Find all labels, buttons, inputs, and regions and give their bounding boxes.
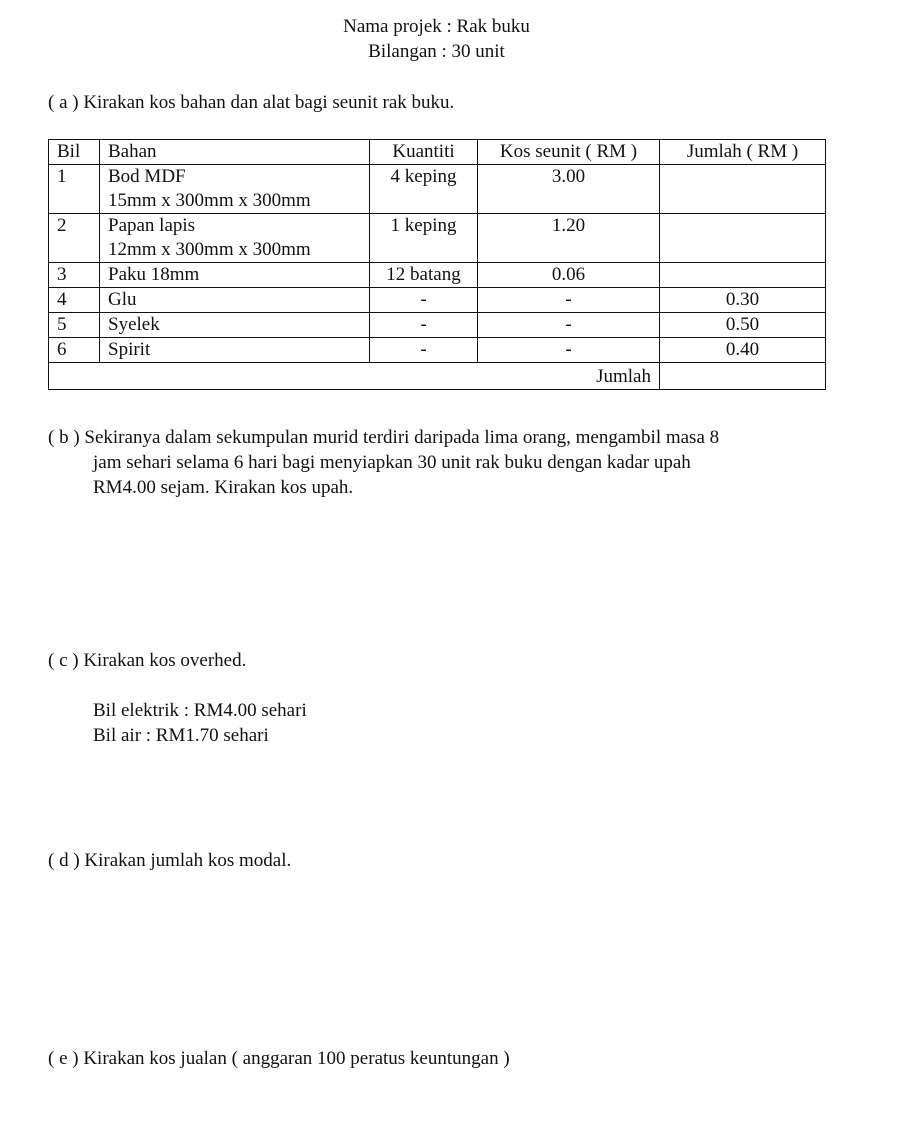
table-row [49,338,826,363]
cell-bil: 2 [49,214,100,263]
question-b [48,425,838,500]
question-b-line-1: ( b ) Sekiranya dalam sekumpulan murid terdiri daripada lima orang, mengambil masa 8 [48,427,720,448]
material-name: Bod MDF [108,166,186,187]
cell-bahan [100,165,370,214]
cell-jumlah: 0.50 [660,313,826,338]
cell-kos: - [478,338,660,363]
cell-bahan: Glu [100,288,370,313]
cell-bahan [100,214,370,263]
cell-jumlah: 0.40 [660,338,826,363]
cell-kos: 3.00 [478,165,660,214]
water-bill: Bil air : RM1.70 sehari [93,725,269,746]
question-a: ( a ) Kirakan kos bahan dan alat bagi seunit rak buku. [48,92,455,113]
question-b-line-3: RM4.00 sejam. Kirakan kos upah. [93,477,354,498]
question-e: ( e ) Kirakan kos jualan ( anggaran 100 peratus keuntungan ) [48,1048,510,1069]
total-label: Jumlah [49,363,660,390]
cell-kuantiti: 12 batang [370,263,478,288]
project-quantity: Bilangan : 30 unit [368,41,505,62]
cell-bahan: Spirit [100,338,370,363]
cell-jumlah: 0.30 [660,288,826,313]
cell-jumlah [660,165,826,214]
table-row [49,165,826,214]
cell-kuantiti: - [370,338,478,363]
material-spec: 12mm x 300mm x 300mm [108,239,311,260]
cell-bil: 5 [49,313,100,338]
cell-jumlah [660,263,826,288]
cell-jumlah [660,214,826,263]
header-kos-seunit: Kos seunit ( RM ) [478,140,660,165]
header-bil: Bil [49,140,100,165]
question-d: ( d ) Kirakan jumlah kos modal. [48,850,292,871]
question-b-line-2: jam sehari selama 6 hari bagi menyiapkan 30 unit rak buku dengan kadar upah [93,452,691,473]
cell-kos: - [478,288,660,313]
cell-bil: 1 [49,165,100,214]
cell-kos: 0.06 [478,263,660,288]
project-name: Nama projek : Rak buku [343,16,530,37]
total-value-cell [660,363,826,390]
header-bahan: Bahan [100,140,370,165]
header-jumlah: Jumlah ( RM ) [660,140,826,165]
table-total-row [49,363,826,390]
cell-bil: 4 [49,288,100,313]
cell-bil: 3 [49,263,100,288]
cell-kos: 1.20 [478,214,660,263]
table-row [49,263,826,288]
table-row [49,214,826,263]
cell-kuantiti: - [370,288,478,313]
table-header-row [49,140,826,165]
material-name: Papan lapis [108,215,196,236]
electric-bill: Bil elektrik : RM4.00 sehari [93,700,307,721]
cell-bil: 6 [49,338,100,363]
cell-bahan: Syelek [100,313,370,338]
question-c: ( c ) Kirakan kos overhed. [48,650,247,671]
cell-kuantiti: - [370,313,478,338]
cell-kuantiti: 1 keping [370,214,478,263]
header-kuantiti: Kuantiti [370,140,478,165]
cell-bahan: Paku 18mm [100,263,370,288]
cell-kos: - [478,313,660,338]
material-cost-table [48,139,826,390]
material-spec: 15mm x 300mm x 300mm [108,190,311,211]
table-row [49,313,826,338]
table-row [49,288,826,313]
cell-kuantiti: 4 keping [370,165,478,214]
